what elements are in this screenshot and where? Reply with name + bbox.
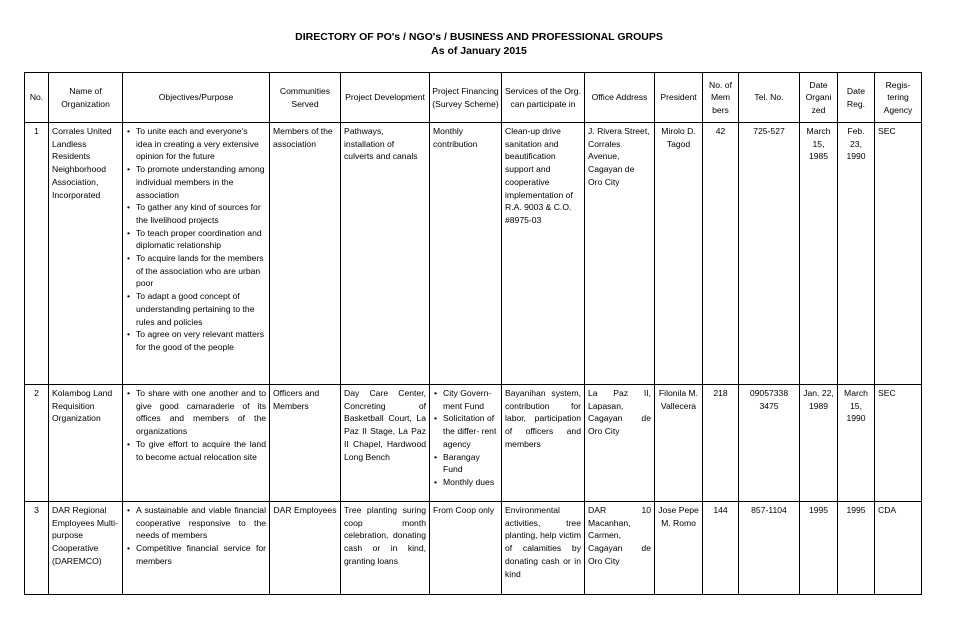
member-count: 218 [703, 385, 739, 502]
registering-agency: CDA [875, 502, 922, 595]
objective-item: • To unite each and everyone's idea in creating a very extensive opinion for the future [136, 125, 266, 163]
office-address: J. Rivera Street, Corrales Avenue, Cagayan de Oro City [585, 123, 655, 385]
project-development: Tree planting suring coop month celebration, donating cash or in kind, granting loans [341, 502, 430, 595]
header-project-development: Project Development [341, 73, 430, 123]
date-registered: 1995 [838, 502, 875, 595]
table-row [25, 123, 922, 385]
telephone: 725-527 [739, 123, 800, 385]
header-date-organized: Date Organi zed [800, 73, 838, 123]
header-no: No. [25, 73, 49, 123]
registering-agency: SEC [875, 123, 922, 385]
header-name: Name of Organization [49, 73, 123, 123]
organization-name: DAR Regional Employees Multi-purpose Cooperative (DAREMCO) [49, 502, 123, 595]
office-address: La Paz II, Lapasan, Cagayan de Oro City [585, 385, 655, 502]
objective-item: • To adapt a good concept of understanding pertaining to the rules and policies [136, 290, 266, 328]
financing-item: • Barangay Fund [443, 451, 498, 476]
directory-title: DIRECTORY OF PO's / NGO's / BUSINESS AND PROFESSIONAL GROUPS [295, 31, 663, 43]
date-organized: March 15, 1985 [800, 123, 838, 385]
objective-item: • To share with one another and to give good camaraderie of its offices and members of the organizations [136, 387, 266, 438]
directory-table [24, 72, 922, 595]
table-row [25, 385, 922, 502]
header-registering-agency: Regis- tering Agency [875, 73, 922, 123]
header-date-registered: Date Reg. [838, 73, 875, 123]
project-development: Pathways, installation of culverts and canals [341, 123, 430, 385]
financing-item: • Solicitation of the differ- rent agency [443, 412, 498, 450]
telephone: 09057338 3475 [739, 385, 800, 502]
date-registered: Feb. 23, 1990 [838, 123, 875, 385]
directory-subtitle: As of January 2015 [431, 45, 527, 57]
header-tel: Tel. No. [739, 73, 800, 123]
objective-item: • To teach proper coordination and diplomatic relationship [136, 227, 266, 252]
objective-item: • A sustainable and viable financial cooperative responsive to the needs of members [136, 504, 266, 542]
objectives-list [126, 125, 266, 354]
financing-item: • City Govern- ment Fund [443, 387, 498, 412]
president: Filonila M. Vallecera [655, 385, 703, 502]
objective-item: • To gather any kind of sources for the livelihood projects [136, 201, 266, 226]
objective-item: • To give effort to acquire the land to become actual relocation site [136, 438, 266, 463]
services: Environmental activities, tree planting, help victim of calamities by donating cash or in kind [502, 502, 585, 595]
objectives-cell [123, 123, 270, 385]
header-objectives: Objectives/Purpose [123, 73, 270, 123]
header-communities: Communities Served [270, 73, 341, 123]
services: Bayanihan system, contribution for labor, participation of officers and members [502, 385, 585, 502]
communities-served: Officers and Members [270, 385, 341, 502]
header-members: No. of Mem bers [703, 73, 739, 123]
row-number: 2 [25, 385, 49, 502]
organization-name: Kolambog Land Requisition Organization [49, 385, 123, 502]
objectives-list [126, 387, 266, 463]
registering-agency: SEC [875, 385, 922, 502]
project-development: Day Care Center, Concreting of Basketball Court, La Paz II Stage, La Paz II Chapel, Hardwood Long Bench [341, 385, 430, 502]
financing-item: • Monthly dues [443, 476, 498, 489]
row-number: 1 [25, 123, 49, 385]
date-organized: Jan. 22, 1989 [800, 385, 838, 502]
communities-served: DAR Employees [270, 502, 341, 595]
header-project-financing: Project Financing (Survey Scheme) [430, 73, 502, 123]
financing-list [433, 387, 498, 489]
objectives-cell [123, 385, 270, 502]
date-organized: 1995 [800, 502, 838, 595]
member-count: 42 [703, 123, 739, 385]
organization-name: Corrales United Landless Residents Neighborhood Association, Incorporated [49, 123, 123, 385]
project-financing: From Coop only [430, 502, 502, 595]
header-row [25, 73, 922, 123]
header-services: Services of the Org. can participate in [502, 73, 585, 123]
president: Mirolo D. Tagod [655, 123, 703, 385]
objective-item: • To promote understanding among individual members in the association [136, 163, 266, 201]
member-count: 144 [703, 502, 739, 595]
project-financing-cell [430, 385, 502, 502]
table-row [25, 502, 922, 595]
objective-item: • To acquire lands for the members of the association who are urban poor [136, 252, 266, 290]
telephone: 857-1104 [739, 502, 800, 595]
date-registered: March 15, 1990 [838, 385, 875, 502]
president: Jose Pepe M. Romo [655, 502, 703, 595]
objectives-cell [123, 502, 270, 595]
services: Clean-up drive sanitation and beautification support and cooperative implementation of R.A. 9003 & C.O. #8975-03 [502, 123, 585, 385]
office-address: DAR 10 Macanhan, Carmen, Cagayan de Oro City [585, 502, 655, 595]
objectives-list [126, 504, 266, 568]
project-financing: Monthly contribution [430, 123, 502, 385]
communities-served: Members of the association [270, 123, 341, 385]
objective-item: • To agree on very relevant matters for the good of the people [136, 328, 266, 353]
row-number: 3 [25, 502, 49, 595]
objective-item: • Competitive financial service for members [136, 542, 266, 567]
header-president: President [655, 73, 703, 123]
header-office-address: Office Address [585, 73, 655, 123]
